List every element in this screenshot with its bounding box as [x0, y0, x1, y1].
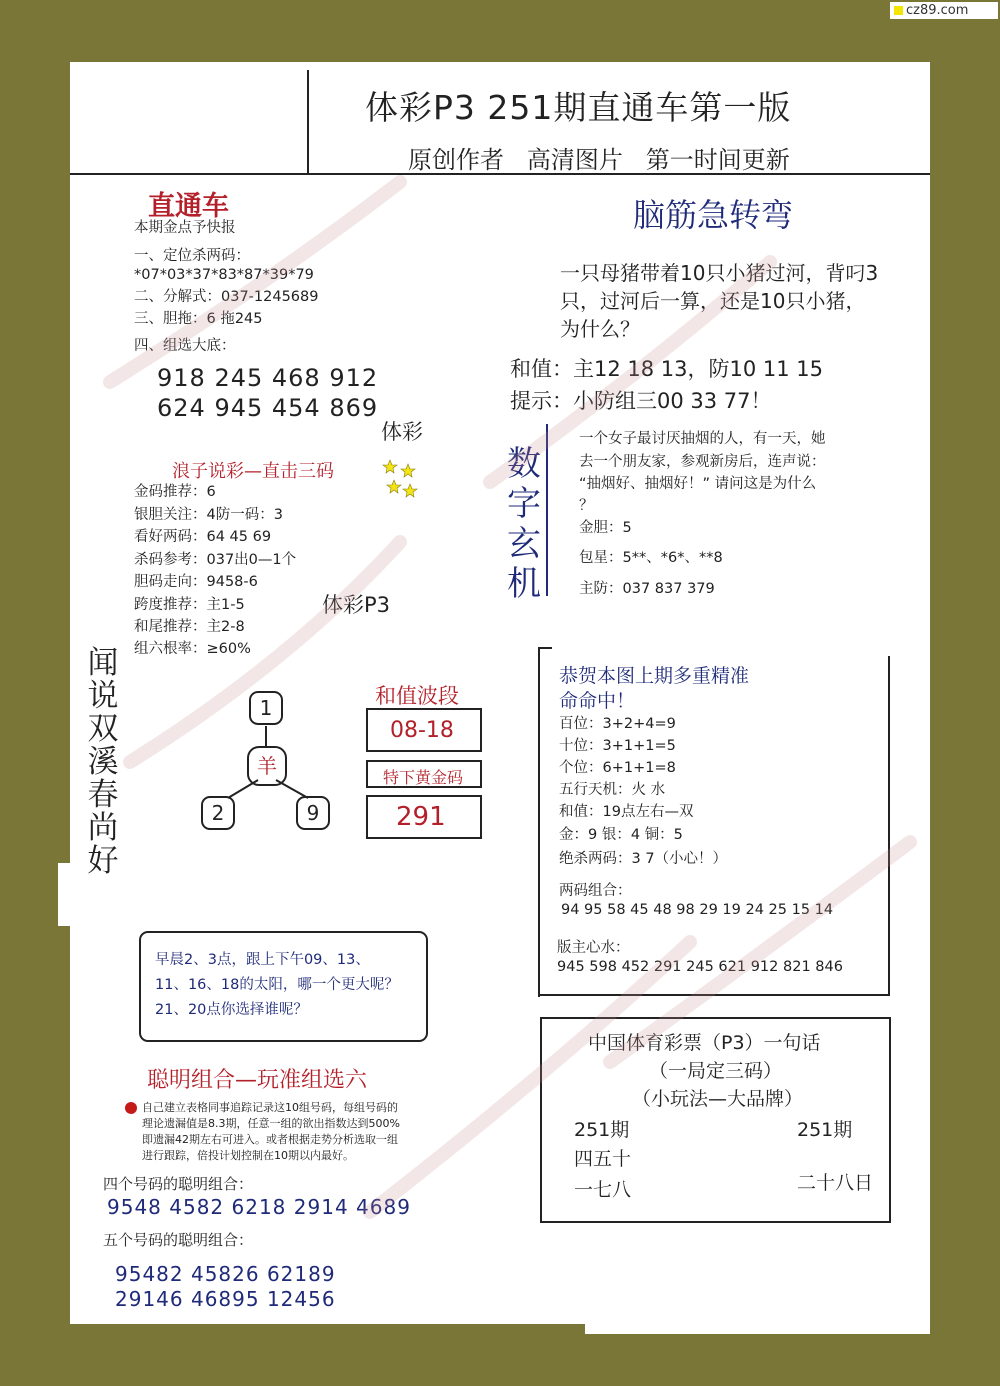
china-line: （小玩法—大品牌） — [632, 1088, 804, 1110]
langzi-line: 杀码参考：037出0—1个 — [134, 552, 297, 568]
riddle-line: 为什么？ — [560, 317, 640, 341]
riddle-title: 脑筋急转弯 — [633, 196, 794, 234]
riddle-hezhi: 和值：主12 18 13，防10 11 15 — [510, 357, 824, 381]
langzi-tag: 体彩P3 — [322, 593, 391, 617]
congming-note: 即遗漏42期左右可进入。或者根据走势分析选取一组 — [142, 1133, 398, 1146]
congming-title: 聪明组合—玩准组选六 — [147, 1068, 368, 1093]
shuzi-jindan: 金胆：5 — [579, 520, 632, 536]
gonghe-title: 命命中！ — [559, 690, 636, 712]
hezhi-title: 和值波段 — [375, 684, 459, 708]
watermark-pattern — [70, 62, 930, 1324]
langzi-line: 金码推荐：6 — [134, 484, 216, 500]
liangma-values: 94 95 58 45 48 98 29 19 24 25 15 14 — [561, 902, 834, 918]
tex-label: 特下黄金码 — [383, 768, 464, 787]
zhitongche-line: 三、胆拖：6 拖245 — [134, 311, 263, 327]
tree-node-center: 羊 — [247, 746, 287, 786]
gonghe-line: 和值：19点左右—双 — [559, 804, 694, 820]
tree-node-top: 1 — [249, 691, 283, 725]
riddle-line: 只，过河后一算，还是10只小猪， — [560, 289, 866, 313]
shuzi-zhufang: 主防：037 837 379 — [579, 581, 715, 597]
china-left: 251期 — [574, 1119, 630, 1141]
langzi-title: 浪子说彩—直击三码 — [172, 461, 334, 482]
riddle-tishi: 提示：小防组三00 33 77！ — [510, 389, 772, 413]
corner-patch — [585, 1290, 930, 1334]
china-right: 二十八日 — [797, 1172, 874, 1194]
lottery-sheet — [70, 62, 930, 1324]
five-label: 五个号码的聪明组合： — [103, 1231, 254, 1249]
china-left: 四五十 — [574, 1148, 632, 1170]
zhitongche-line: 二、分解式：037-1245689 — [134, 289, 319, 305]
page-title: 体彩P3 251期直通车第一版 — [365, 88, 792, 127]
zhitongche-big-line: 918 245 468 912 — [157, 364, 379, 392]
sun-riddle-line: 21、20点你选择谁呢？ — [155, 1002, 308, 1018]
langzi-line: 和尾推荐：主2-8 — [134, 619, 245, 635]
banzhu-values: 945 598 452 291 245 621 912 821 846 — [557, 959, 843, 975]
page-subtitle: 原创作者 高清图片 第一时间更新 — [408, 146, 790, 174]
langzi-line: 胆码走向：9458-6 — [134, 574, 258, 590]
zhitongche-line: 一、定位杀两码： — [134, 248, 250, 264]
sun-riddle-line: 早晨2、3点，跟上下午09、13、 — [155, 952, 370, 968]
sun-riddle-line: 11、16、18的太阳，哪一个更大呢？ — [155, 977, 399, 993]
gonghe-line: 绝杀两码：3 7（小心！） — [559, 851, 728, 867]
congming-note: 进行跟踪，倍投计划控制在10期以内最好。 — [142, 1149, 354, 1162]
gonghe-line: 个位：6+1+1=8 — [559, 760, 676, 776]
four-label: 四个号码的聪明组合： — [103, 1175, 254, 1193]
five-values: 95482 45826 62189 — [115, 1262, 336, 1286]
langzi-line: 银胆关注：4防一码：3 — [134, 507, 283, 523]
gonghe-line: 十位：3+1+1=5 — [559, 738, 676, 754]
shuzi-vertical: 数字玄机 — [507, 444, 541, 604]
gonghe-line: 百位：3+2+4=9 — [559, 716, 676, 732]
china-left: 一七八 — [574, 1179, 632, 1201]
liangma-label: 两码组合： — [559, 883, 632, 899]
china-right: 251期 — [797, 1119, 853, 1141]
zhitongche-line: 四、组选大底： — [134, 338, 236, 354]
langzi-line: 跨度推荐：主1-5 — [134, 597, 245, 613]
shuzi-baoxing: 包星：5**、*6*、**8 — [579, 550, 723, 566]
zhitongche-big-line: 624 945 454 869 — [157, 394, 379, 422]
zhitongche-line: *07*03*37*83*87*39*79 — [134, 267, 314, 283]
langzi-line: 看好两码：64 45 69 — [134, 529, 272, 545]
five-values: 29146 46895 12456 — [115, 1287, 336, 1311]
hezhi-range: 08-18 — [390, 718, 454, 743]
zhitongche-line: 本期金点予快报 — [134, 220, 236, 236]
wensuo-vertical: 闻说双溪春尚好 — [87, 645, 119, 879]
shuzi-line: ？ — [579, 498, 594, 514]
shuzi-line: 去一个朋友家，参观新房后，连声说： — [579, 454, 826, 470]
zhitongche-tag: 体彩 — [381, 420, 423, 444]
shuzi-line: “抽烟好、抽烟好！” 请问这是为什么 — [579, 476, 817, 492]
langzi-line: 组六根率：≥60% — [134, 641, 251, 657]
four-values: 9548 4582 6218 2914 4689 — [107, 1195, 411, 1219]
banzhu-label: 版主心水： — [557, 940, 630, 956]
site-tag[interactable]: cz89.com — [890, 2, 998, 19]
tag-dot-icon — [894, 6, 903, 15]
gonghe-line: 金：9 银：4 铜：5 — [559, 827, 683, 843]
gonghe-title: 恭贺本图上期多重精准 — [559, 665, 750, 687]
edge-patch — [58, 863, 72, 926]
gonghe-line: 五行天机：火 水 — [559, 782, 666, 798]
china-line: 中国体育彩票（P3）一句话 — [588, 1032, 821, 1054]
congming-note: 理论遗漏值是8.3期，任意一组的欲出指数达到500% — [142, 1117, 400, 1130]
tree-node-left: 2 — [201, 796, 235, 830]
shuzi-line: 一个女子最讨厌抽烟的人，有一天，她 — [579, 431, 826, 447]
tex-value: 291 — [396, 802, 446, 832]
riddle-line: 一只母猪带着10只小猪过河，背叼3 — [560, 261, 879, 285]
zhitongche-title: 直通车 — [148, 191, 229, 222]
china-line: （一局定三码） — [649, 1060, 783, 1082]
tree-node-right: 9 — [296, 796, 330, 830]
congming-note: 自己建立表格同事追踪记录这10组号码，每组号码的 — [142, 1101, 398, 1114]
